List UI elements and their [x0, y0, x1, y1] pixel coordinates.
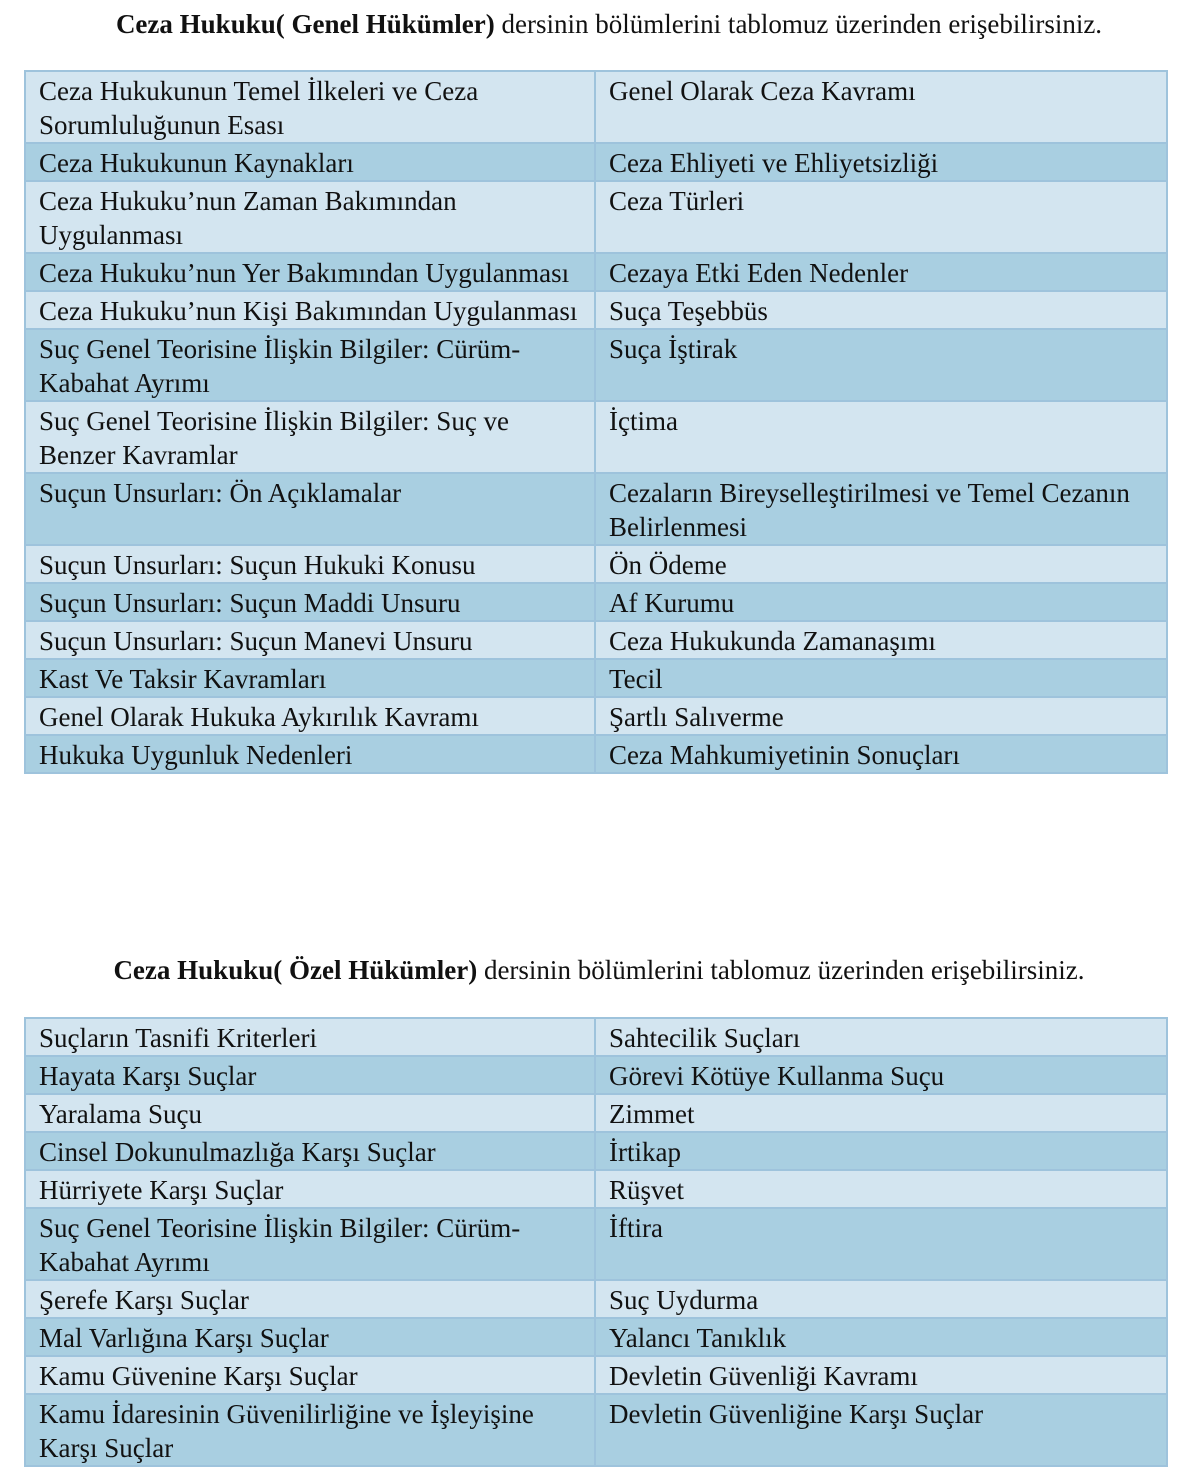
table-row	[25, 291, 1167, 329]
table-cell[interactable]: Ceza Hukuku’nun Yer Bakımından Uygulanması	[25, 253, 595, 291]
table-cell[interactable]: Cezaların Bireyselleştirilmesi ve Temel Cezanın Belirlenmesi	[595, 473, 1167, 545]
table-row	[25, 473, 1167, 545]
table-cell[interactable]: Tecil	[595, 659, 1167, 697]
table-cell[interactable]: Rüşvet	[595, 1170, 1167, 1208]
table-cell[interactable]: Ceza Hukukunda Zamanaşımı	[595, 621, 1167, 659]
table-cell[interactable]: Ceza Mahkumiyetinin Sonuçları	[595, 735, 1167, 773]
table-row	[25, 143, 1167, 181]
table-cell[interactable]: İçtima	[595, 401, 1167, 473]
table-cell[interactable]: Suç Genel Teorisine İlişkin Bilgiler: Cürüm-Kabahat Ayrımı	[25, 329, 595, 401]
table-row	[25, 401, 1167, 473]
table-cell[interactable]: Suçun Unsurları: Suçun Maddi Unsuru	[25, 583, 595, 621]
table-cell[interactable]: Suç Genel Teorisine İlişkin Bilgiler: Suç ve Benzer Kavramlar	[25, 401, 595, 473]
table-row	[25, 545, 1167, 583]
section-2-title: Ceza Hukuku( Özel Hükümler)	[113, 955, 478, 985]
table-cell[interactable]: Suça Teşebbüs	[595, 291, 1167, 329]
table-cell[interactable]: İrtikap	[595, 1132, 1167, 1170]
table-cell[interactable]: Yalancı Tanıklık	[595, 1318, 1167, 1356]
table-cell[interactable]: Kamu İdaresinin Güvenilirliğine ve İşleyişine Karşı Suçlar	[25, 1394, 595, 1466]
special-provisions-table	[24, 1017, 1168, 1467]
table-row	[25, 583, 1167, 621]
table-cell[interactable]: Sahtecilik Suçları	[595, 1018, 1167, 1056]
table-cell[interactable]: Cinsel Dokunulmazlığa Karşı Suçlar	[25, 1132, 595, 1170]
table-row	[25, 1094, 1167, 1132]
table-row	[25, 71, 1167, 143]
table-cell[interactable]: Kast Ve Taksir Kavramları	[25, 659, 595, 697]
section-1-title: Ceza Hukuku( Genel Hükümler)	[115, 9, 495, 39]
table-cell[interactable]: Zimmet	[595, 1094, 1167, 1132]
table-cell[interactable]: Görevi Kötüye Kullanma Suçu	[595, 1056, 1167, 1094]
table-row	[25, 1280, 1167, 1318]
table-row	[25, 1018, 1167, 1056]
table-cell[interactable]: Ön Ödeme	[595, 545, 1167, 583]
table-cell[interactable]: Yaralama Suçu	[25, 1094, 595, 1132]
table-row	[25, 697, 1167, 735]
table-row	[25, 621, 1167, 659]
table-row	[25, 181, 1167, 253]
table-row	[25, 1356, 1167, 1394]
general-provisions-table	[24, 70, 1168, 774]
table-cell[interactable]: Suç Genel Teorisine İlişkin Bilgiler: Cürüm-Kabahat Ayrımı	[25, 1208, 595, 1280]
table-cell[interactable]: Ceza Hukukunun Temel İlkeleri ve Ceza Sorumluluğunun Esası	[25, 71, 595, 143]
table-row	[25, 329, 1167, 401]
table-cell[interactable]: Cezaya Etki Eden Nedenler	[595, 253, 1167, 291]
table-cell[interactable]: Genel Olarak Ceza Kavramı	[595, 71, 1167, 143]
table-cell[interactable]: Suçun Unsurları: Suçun Hukuki Konusu	[25, 545, 595, 583]
table-cell[interactable]: Ceza Türleri	[595, 181, 1167, 253]
table-row	[25, 1056, 1167, 1094]
table-cell[interactable]: Suç Uydurma	[595, 1280, 1167, 1318]
table-row	[25, 1132, 1167, 1170]
table-cell[interactable]: Mal Varlığına Karşı Suçlar	[25, 1318, 595, 1356]
section-1-subtitle: dersinin bölümlerini tablomuz üzerinden erişebilirsiniz.	[494, 9, 1103, 39]
table-cell[interactable]: İftira	[595, 1208, 1167, 1280]
table-cell[interactable]: Hayata Karşı Suçlar	[25, 1056, 595, 1094]
table-row	[25, 1318, 1167, 1356]
table-row	[25, 1170, 1167, 1208]
table-cell[interactable]: Şerefe Karşı Suçlar	[25, 1280, 595, 1318]
table-row	[25, 659, 1167, 697]
table-cell[interactable]: Ceza Hukukunun Kaynakları	[25, 143, 595, 181]
table-row	[25, 253, 1167, 291]
table-cell[interactable]: Suçların Tasnifi Kriterleri	[25, 1018, 595, 1056]
section-2-heading	[0, 954, 1201, 986]
table-cell[interactable]: Suça İştirak	[595, 329, 1167, 401]
table-cell[interactable]: Ceza Hukuku’nun Kişi Bakımından Uygulanması	[25, 291, 595, 329]
table-cell[interactable]: Hürriyete Karşı Suçlar	[25, 1170, 595, 1208]
table-cell[interactable]: Devletin Güvenliği Kavramı	[595, 1356, 1167, 1394]
table-row	[25, 1394, 1167, 1466]
section-2-subtitle: dersinin bölümlerini tablomuz üzerinden erişebilirsiniz.	[477, 955, 1085, 985]
table-row	[25, 1208, 1167, 1280]
table-cell[interactable]: Hukuka Uygunluk Nedenleri	[25, 735, 595, 773]
table-row	[25, 735, 1167, 773]
table-cell[interactable]: Suçun Unsurları: Ön Açıklamalar	[25, 473, 595, 545]
table-cell[interactable]: Ceza Ehliyeti ve Ehliyetsizliği	[595, 143, 1167, 181]
table-cell[interactable]: Devletin Güvenliğine Karşı Suçlar	[595, 1394, 1167, 1466]
table-cell[interactable]: Kamu Güvenine Karşı Suçlar	[25, 1356, 595, 1394]
table-cell[interactable]: Suçun Unsurları: Suçun Manevi Unsuru	[25, 621, 595, 659]
section-1-heading	[7, 8, 1204, 40]
table-cell[interactable]: Şartlı Salıverme	[595, 697, 1167, 735]
table-cell[interactable]: Af Kurumu	[595, 583, 1167, 621]
table-cell[interactable]: Ceza Hukuku’nun Zaman Bakımından Uygulanması	[25, 181, 595, 253]
table-cell[interactable]: Genel Olarak Hukuka Aykırılık Kavramı	[25, 697, 595, 735]
